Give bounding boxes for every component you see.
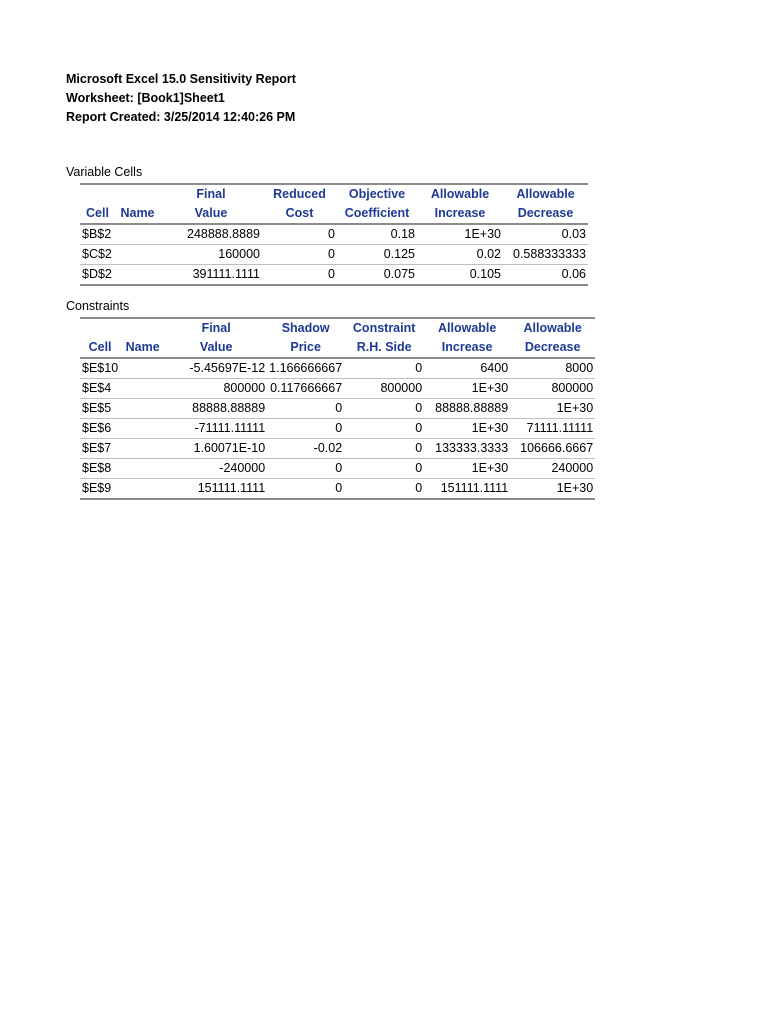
column-header: Decrease xyxy=(503,204,588,224)
table-cell: 0 xyxy=(344,399,424,419)
column-header: Increase xyxy=(424,338,510,358)
report-created-label: Report Created: 3/25/2014 12:40:26 PM xyxy=(66,110,296,124)
column-header: Constraint xyxy=(344,318,424,338)
table-row xyxy=(80,379,595,399)
table-cell: 1E+30 xyxy=(424,379,510,399)
column-header: Decrease xyxy=(510,338,595,358)
table-cell: 8000 xyxy=(510,358,595,379)
table-cell: $E$5 xyxy=(80,399,120,419)
report-title: Microsoft Excel 15.0 Sensitivity Report xyxy=(66,72,296,86)
table-cell: 160000 xyxy=(160,245,262,265)
column-header: Allowable xyxy=(510,318,595,338)
table-cell xyxy=(115,245,160,265)
column-header xyxy=(80,184,115,204)
table-row xyxy=(80,224,588,245)
table-row xyxy=(80,358,595,379)
table-cell: 0 xyxy=(262,224,337,245)
table-cell: 0 xyxy=(267,459,344,479)
constraints-title: Constraints xyxy=(66,299,130,313)
table-cell xyxy=(120,419,165,439)
table-cell: 0 xyxy=(267,479,344,500)
table-cell: -240000 xyxy=(165,459,267,479)
table-cell: 391111.1111 xyxy=(160,265,262,286)
header-row xyxy=(80,338,595,358)
table-cell xyxy=(115,265,160,286)
report-header xyxy=(66,70,296,127)
table-cell: 0.588333333 xyxy=(503,245,588,265)
table-row xyxy=(80,459,595,479)
column-header: Increase xyxy=(417,204,503,224)
table-cell: 0.02 xyxy=(417,245,503,265)
variable-cells-table xyxy=(80,183,588,286)
table-cell: 0.03 xyxy=(503,224,588,245)
table-cell: 1E+30 xyxy=(424,459,510,479)
variable-cells-title: Variable Cells xyxy=(66,165,143,179)
table-cell: 1.166666667 xyxy=(267,358,344,379)
table-row xyxy=(80,245,588,265)
column-header xyxy=(80,318,120,338)
table-cell: 1E+30 xyxy=(424,419,510,439)
table-cell: 800000 xyxy=(165,379,267,399)
table-cell: 0 xyxy=(344,419,424,439)
column-header: Final xyxy=(165,318,267,338)
column-header: Objective xyxy=(337,184,417,204)
table-cell: 151111.1111 xyxy=(424,479,510,500)
table-cell: 151111.1111 xyxy=(165,479,267,500)
table-cell: 1E+30 xyxy=(417,224,503,245)
table-cell: 248888.8889 xyxy=(160,224,262,245)
table-cell: 0 xyxy=(262,245,337,265)
table-cell: $E$8 xyxy=(80,459,120,479)
table-cell: -71111.11111 xyxy=(165,419,267,439)
table-row xyxy=(80,439,595,459)
table-cell xyxy=(115,224,160,245)
column-header: Allowable xyxy=(417,184,503,204)
constraints-table xyxy=(80,317,595,500)
table-cell: 6400 xyxy=(424,358,510,379)
column-header: Price xyxy=(267,338,344,358)
column-header: Shadow xyxy=(267,318,344,338)
column-header: Cell xyxy=(80,338,120,358)
table-cell: 0.075 xyxy=(337,265,417,286)
table-cell: 240000 xyxy=(510,459,595,479)
column-header: Cell xyxy=(80,204,115,224)
table-cell: 0 xyxy=(344,459,424,479)
table-cell: 1E+30 xyxy=(510,479,595,500)
column-header: Allowable xyxy=(424,318,510,338)
table-cell xyxy=(120,479,165,500)
table-cell: 0.105 xyxy=(417,265,503,286)
worksheet-label: Worksheet: [Book1]Sheet1 xyxy=(66,91,225,105)
column-header: Value xyxy=(165,338,267,358)
header-row xyxy=(80,204,588,224)
table-cell: 0 xyxy=(344,479,424,500)
table-cell: $E$4 xyxy=(80,379,120,399)
table-cell: 0 xyxy=(267,399,344,419)
table-row xyxy=(80,419,595,439)
table-cell: 0 xyxy=(344,358,424,379)
column-header: Name xyxy=(115,204,160,224)
column-header: Name xyxy=(120,338,165,358)
column-header: Cost xyxy=(262,204,337,224)
table-row xyxy=(80,399,595,419)
table-cell: 71111.11111 xyxy=(510,419,595,439)
table-cell: 0.06 xyxy=(503,265,588,286)
table-cell: 106666.6667 xyxy=(510,439,595,459)
column-header: Final xyxy=(160,184,262,204)
table-cell: $D$2 xyxy=(80,265,115,286)
column-header xyxy=(115,184,160,204)
table-cell: 1.60071E-10 xyxy=(165,439,267,459)
table-cell xyxy=(120,358,165,379)
table-cell: 88888.88889 xyxy=(165,399,267,419)
table-cell: -5.45697E-12 xyxy=(165,358,267,379)
table-cell: 0.117666667 xyxy=(267,379,344,399)
column-header: Allowable xyxy=(503,184,588,204)
table-cell: 800000 xyxy=(510,379,595,399)
table-cell: 800000 xyxy=(344,379,424,399)
table-cell xyxy=(120,459,165,479)
table-cell: 0.18 xyxy=(337,224,417,245)
table-cell: 0 xyxy=(267,419,344,439)
table-cell: 88888.88889 xyxy=(424,399,510,419)
column-header: Reduced xyxy=(262,184,337,204)
table-row xyxy=(80,265,588,286)
header-row xyxy=(80,318,595,338)
table-cell: 0 xyxy=(262,265,337,286)
header-row xyxy=(80,184,588,204)
table-cell xyxy=(120,439,165,459)
table-cell: 1E+30 xyxy=(510,399,595,419)
table-cell: 133333.3333 xyxy=(424,439,510,459)
table-cell: $C$2 xyxy=(80,245,115,265)
table-cell xyxy=(120,379,165,399)
table-cell: $E$6 xyxy=(80,419,120,439)
table-cell: $E$10 xyxy=(80,358,120,379)
table-cell: $E$9 xyxy=(80,479,120,500)
table-cell: 0 xyxy=(344,439,424,459)
table-cell xyxy=(120,399,165,419)
column-header xyxy=(120,318,165,338)
column-header: R.H. Side xyxy=(344,338,424,358)
table-cell: -0.02 xyxy=(267,439,344,459)
column-header: Coefficient xyxy=(337,204,417,224)
column-header: Value xyxy=(160,204,262,224)
table-cell: $E$7 xyxy=(80,439,120,459)
table-cell: $B$2 xyxy=(80,224,115,245)
table-row xyxy=(80,479,595,500)
table-cell: 0.125 xyxy=(337,245,417,265)
